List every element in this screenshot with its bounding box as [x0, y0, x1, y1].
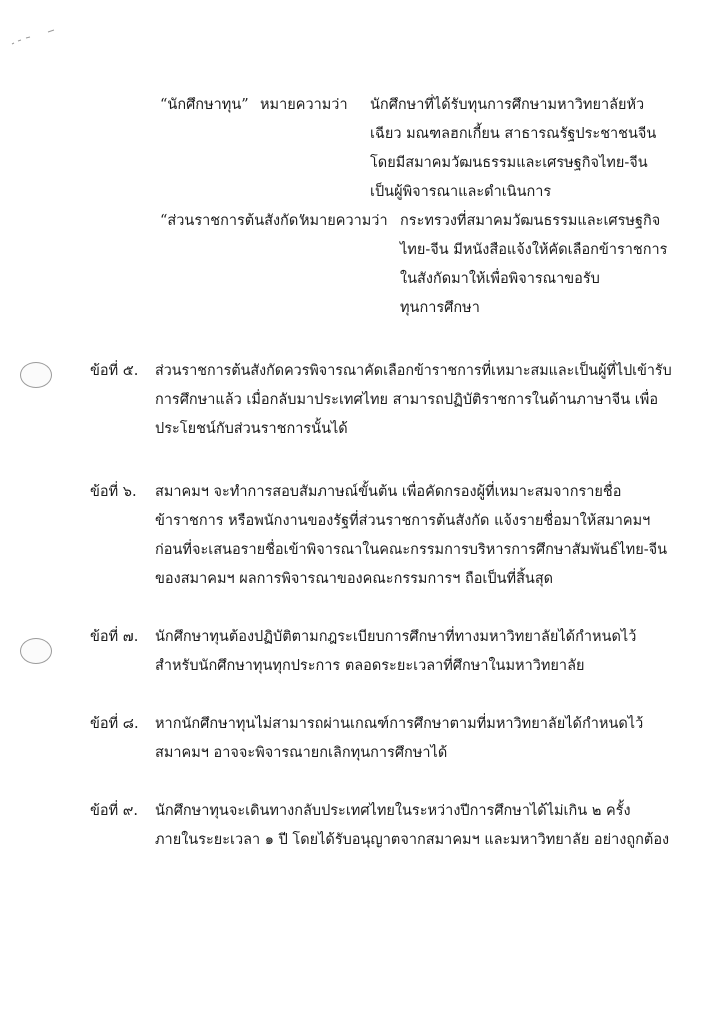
clause-number: ข้อที่ ๖. [90, 484, 137, 500]
clause-line: ประโยชน์กับส่วนราชการนั้นได้ [155, 421, 348, 437]
definition-line: ในสังกัดมาให้เพื่อพิจารณาขอรับ [400, 271, 600, 287]
punch-hole-bottom [20, 638, 52, 664]
clause-line: ก่อนที่จะเสนอรายชื่อเข้าพิจารณาในคณะกรรมการบริหารการศึกษาสัมพันธ์ไทย-จีน [155, 542, 668, 558]
clause-number: ข้อที่ ๙. [90, 803, 139, 819]
definition-line: โดยมีสมาคมวัฒนธรรมและเศรษฐกิจไทย-จีน [370, 155, 648, 171]
clause-number: ข้อที่ ๘. [90, 716, 139, 732]
clause-number: ข้อที่ ๕. [90, 363, 139, 379]
clause-line: ภายในระยะเวลา ๑ ปี โดยได้รับอนุญาตจากสมาคมฯ และมหาวิทยาลัย อย่างถูกต้อง [155, 832, 670, 848]
definition-line: เป็นผู้พิจารณาและดำเนินการ [370, 184, 552, 200]
clause-line: ข้าราชการ หรือพนักงานของรัฐที่ส่วนราชการต้นสังกัด แจ้งรายชื่อมาให้สมาคมฯ [155, 513, 651, 529]
definition-line: นักศึกษาที่ได้รับทุนการศึกษามหาวิทยาลัยหัว [370, 97, 645, 113]
clause-line: สำหรับนักศึกษาทุนทุกประการ ตลอดระยะเวลาที่ศึกษาในมหาวิทยาลัย [155, 658, 585, 674]
scan-mark [8, 28, 58, 48]
clause-line: นักศึกษาทุนต้องปฏิบัติตามกฎระเบียบการศึกษาที่ทางมหาวิทยาลัยได้กำหนดไว้ [155, 629, 637, 645]
clause-number: ข้อที่ ๗. [90, 629, 139, 645]
definition-means: หมายความว่า [300, 213, 388, 229]
punch-hole-top [20, 362, 52, 388]
definition-term: “นักศึกษาทุน” [160, 97, 249, 113]
clause-line: สมาคมฯ จะทำการสอบสัมภาษณ์ขั้นต้น เพื่อคัดกรองผู้ที่เหมาะสมจากรายชื่อ [155, 484, 622, 500]
definition-line: กระทรวงที่สมาคมวัฒนธรรมและเศรษฐกิจ [400, 213, 661, 229]
clause-line: นักศึกษาทุนจะเดินทางกลับประเทศไทยในระหว่างปีการศึกษาได้ไม่เกิน ๒ ครั้ง [155, 803, 631, 819]
definition-line: ทุนการศึกษา [400, 300, 480, 316]
definition-line: ไทย-จีน มีหนังสือแจ้งให้คัดเลือกข้าราชการ [400, 242, 668, 258]
definition-term: “ส่วนราชการต้นสังกัด” [160, 213, 306, 229]
clause-line: ของสมาคมฯ ผลการพิจารณาของคณะกรรมการฯ ถือเป็นที่สิ้นสุด [155, 571, 554, 587]
definition-means: หมายความว่า [260, 97, 348, 113]
clause-line: การศึกษาแล้ว เมื่อกลับมาประเทศไทย สามารถปฏิบัติราชการในด้านภาษาจีน เพื่อ [155, 392, 659, 408]
clause-line: ส่วนราชการต้นสังกัดควรพิจารณาคัดเลือกข้าราชการที่เหมาะสมและเป็นผู้ที่ไปเข้ารับ [155, 363, 672, 379]
clause-line: หากนักศึกษาทุนไม่สามารถผ่านเกณฑ์การศึกษาตามที่มหาวิทยาลัยได้กำหนดไว้ [155, 716, 644, 732]
clause-line: สมาคมฯ อาจจะพิจารณายกเลิกทุนการศึกษาได้ [155, 745, 448, 761]
definition-line: เฉียว มณฑลฮกเกี้ยน สาธารณรัฐประชาชนจีน [370, 126, 657, 142]
